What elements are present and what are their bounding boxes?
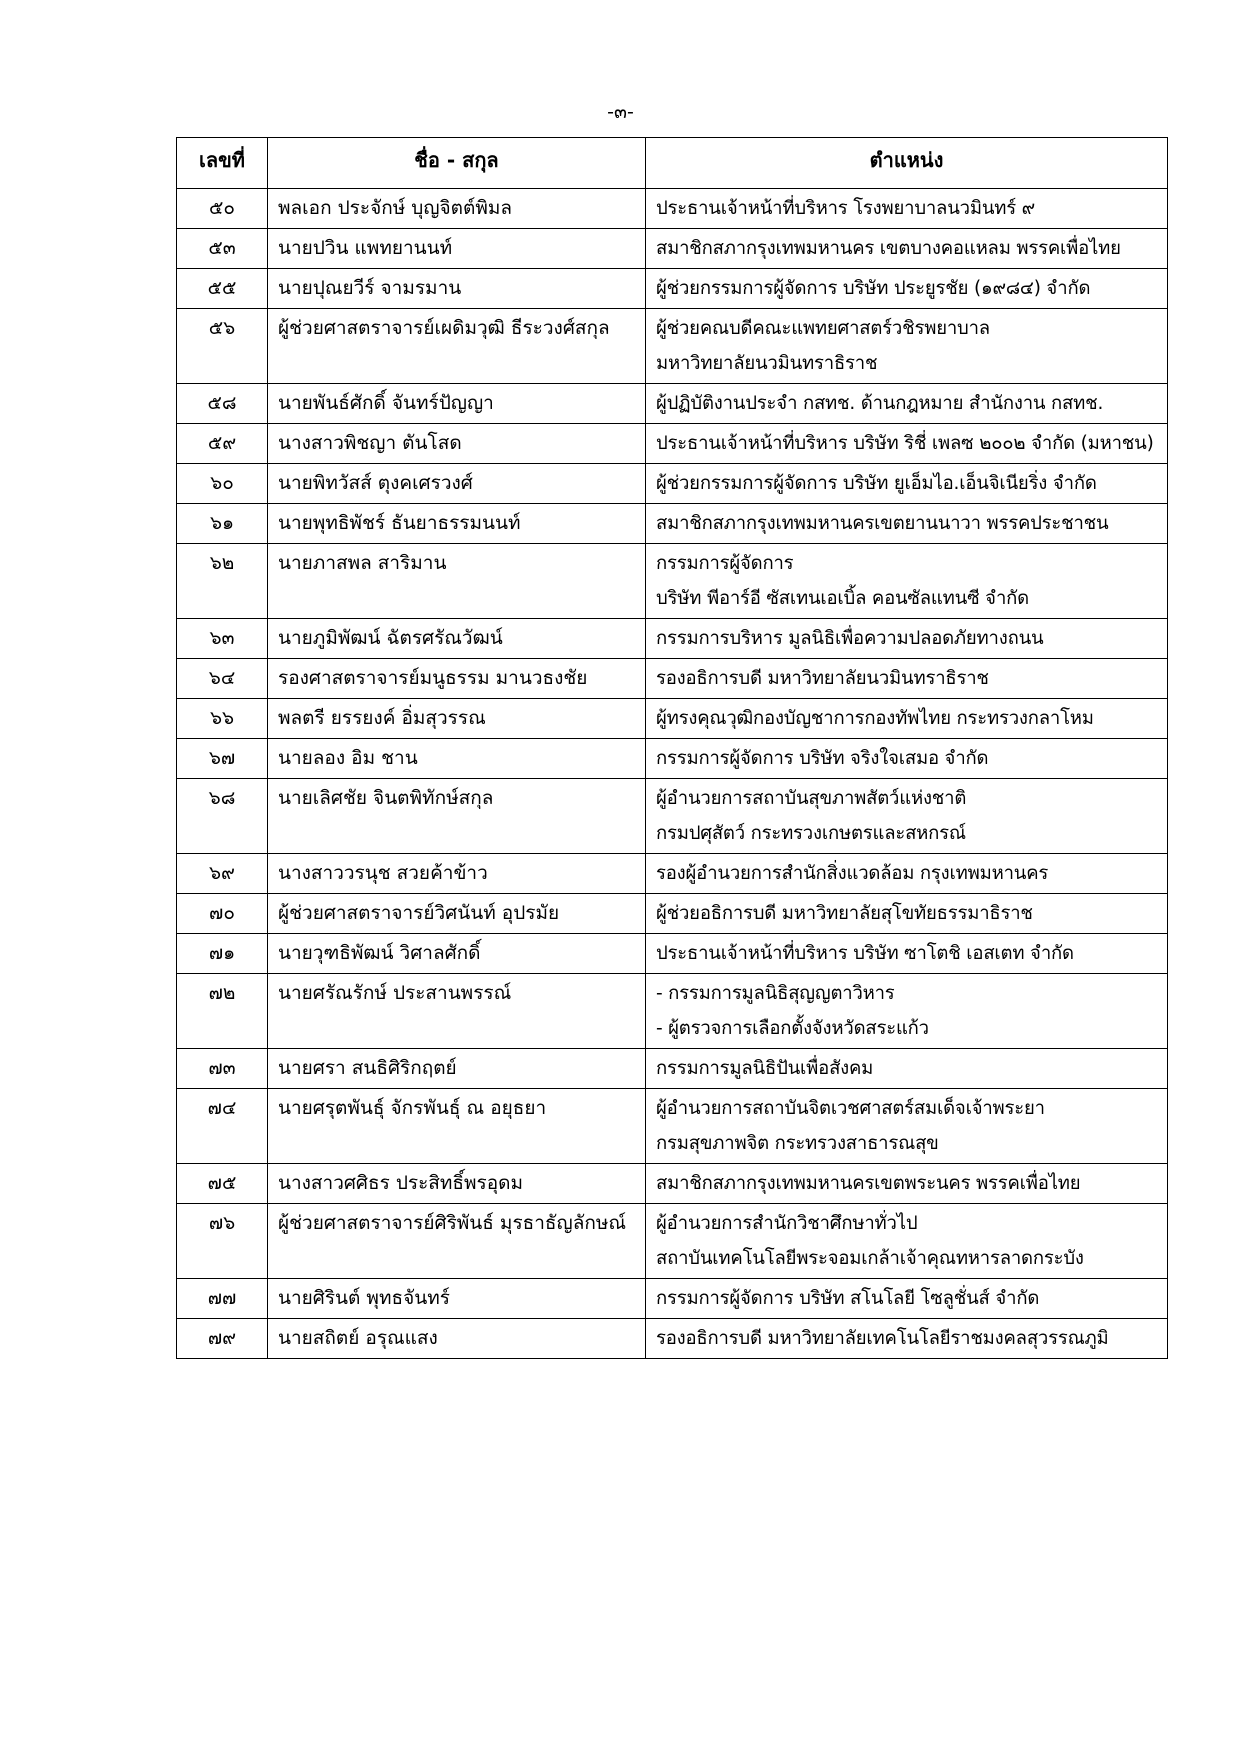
table-row <box>177 1319 1168 1359</box>
position-line: ผู้ช่วยอธิการบดี มหาวิทยาลัยสุโขทัยธรรมาธิราช <box>656 903 1033 924</box>
position-line: สมาชิกสภากรุงเทพมหานครเขตพระนคร พรรคเพื่อไทย <box>656 1173 1081 1194</box>
row-name: ผู้ช่วยศาสตราจารย์ศิริพันธ์ มุรธาธัญลักษณ์ <box>268 1204 646 1279</box>
row-number: ๖๔ <box>177 659 268 699</box>
position-line: ผู้ปฏิบัติงานประจำ กสทช. ด้านกฎหมาย สำนักงาน กสทช. <box>656 393 1104 414</box>
position-line: สมาชิกสภากรุงเทพมหานคร เขตบางคอแหลม พรรคเพื่อไทย <box>656 238 1121 259</box>
row-name: นายภาสพล สาริมาน <box>268 544 646 619</box>
row-position <box>646 1089 1168 1164</box>
row-number: ๕๖ <box>177 309 268 384</box>
row-name: พลเอก ประจักษ์ บุญจิตต์พิมล <box>268 189 646 229</box>
position-line: ผู้อำนวยการสถาบันสุขภาพสัตว์แห่งชาติ <box>656 788 967 809</box>
position-line: กรมสุขภาพจิต กระทรวงสาธารณสุข <box>656 1133 939 1154</box>
table-header-row <box>177 138 1168 189</box>
row-position <box>646 974 1168 1049</box>
row-name: นายปุณยวีร์ จามรมาน <box>268 269 646 309</box>
row-number: ๗๖ <box>177 1204 268 1279</box>
table-row <box>177 739 1168 779</box>
position-line: กรมปศุสัตว์ กระทรวงเกษตรและสหกรณ์ <box>656 823 966 844</box>
position-line: ประธานเจ้าหน้าที่บริหาร บริษัท ซาโตชิ เอสเตท จำกัด <box>656 943 1074 964</box>
table-row <box>177 424 1168 464</box>
table-body <box>177 189 1168 1359</box>
row-name: นายศรัณรักษ์ ประสานพรรณ์ <box>268 974 646 1049</box>
position-line: สมาชิกสภากรุงเทพมหานครเขตยานนาวา พรรคประชาชน <box>656 513 1109 534</box>
row-number: ๕๘ <box>177 384 268 424</box>
position-line: รองอธิการบดี มหาวิทยาลัยนวมินทราธิราช <box>656 668 989 689</box>
row-name: นายเลิศชัย จินตพิทักษ์สกุล <box>268 779 646 854</box>
row-number: ๖๘ <box>177 779 268 854</box>
table-row <box>177 544 1168 619</box>
row-name: นางสาวศศิธร ประสิทธิ์พรอุดม <box>268 1164 646 1204</box>
row-position <box>646 189 1168 229</box>
row-number: ๕๕ <box>177 269 268 309</box>
row-name: พลตรี ยรรยงค์ อิ่มสุวรรณ <box>268 699 646 739</box>
header-position: ตำแหน่ง <box>646 138 1168 189</box>
position-line: - กรรมการมูลนิธิสุญญตาวิหาร <box>656 983 895 1004</box>
row-number: ๕๓ <box>177 229 268 269</box>
table-row <box>177 309 1168 384</box>
row-position <box>646 699 1168 739</box>
row-position <box>646 384 1168 424</box>
row-position <box>646 464 1168 504</box>
header-name: ชื่อ - สกุล <box>268 138 646 189</box>
position-line: ผู้อำนวยการสถาบันจิตเวชศาสตร์สมเด็จเจ้าพระยา <box>656 1098 1045 1119</box>
position-line: รองผู้อำนวยการสำนักสิ่งแวดล้อม กรุงเทพมหานคร <box>656 863 1049 884</box>
row-number: ๗๔ <box>177 1089 268 1164</box>
table-row <box>177 1164 1168 1204</box>
table-row <box>177 1279 1168 1319</box>
row-number: ๖๒ <box>177 544 268 619</box>
row-number: ๗๗ <box>177 1279 268 1319</box>
row-number: ๗๒ <box>177 974 268 1049</box>
position-line: ประธานเจ้าหน้าที่บริหาร บริษัท ริชี่ เพลซ ๒๐๐๒ จำกัด (มหาชน) <box>656 433 1154 454</box>
table-row <box>177 189 1168 229</box>
row-position <box>646 1164 1168 1204</box>
row-name: ผู้ช่วยศาสตราจารย์เผดิมวุฒิ ธีระวงศ์สกุล <box>268 309 646 384</box>
row-name: นายศิรินต์ พุทธจันทร์ <box>268 1279 646 1319</box>
position-line: รองอธิการบดี มหาวิทยาลัยเทคโนโลยีราชมงคลสุวรรณภูมิ <box>656 1328 1109 1349</box>
row-number: ๖๐ <box>177 464 268 504</box>
table-row <box>177 974 1168 1049</box>
table-row <box>177 699 1168 739</box>
table-row <box>177 854 1168 894</box>
row-number: ๖๖ <box>177 699 268 739</box>
position-line: ผู้ช่วยกรรมการผู้จัดการ บริษัท ประยูรชัย (๑๙๘๔) จำกัด <box>656 278 1091 299</box>
position-line: กรรมการผู้จัดการ บริษัท จริงใจเสมอ จำกัด <box>656 748 989 769</box>
row-position <box>646 1204 1168 1279</box>
row-position <box>646 424 1168 464</box>
row-number: ๗๓ <box>177 1049 268 1089</box>
table-row <box>177 779 1168 854</box>
row-name: นายลอง อิม ชาน <box>268 739 646 779</box>
table-row <box>177 269 1168 309</box>
position-line: ประธานเจ้าหน้าที่บริหาร โรงพยาบาลนวมินทร์ ๙ <box>656 198 1036 219</box>
row-name: นายวุฑธิพัฒน์ วิศาลศักดิ์ <box>268 934 646 974</box>
row-position <box>646 619 1168 659</box>
row-position <box>646 544 1168 619</box>
row-number: ๗๕ <box>177 1164 268 1204</box>
position-line: - ผู้ตรวจการเลือกตั้งจังหวัดสระแก้ว <box>656 1018 929 1039</box>
table-row <box>177 619 1168 659</box>
position-line: กรรมการบริหาร มูลนิธิเพื่อความปลอดภัยทางถนน <box>656 628 1044 649</box>
table-row <box>177 1089 1168 1164</box>
row-number: ๗๙ <box>177 1319 268 1359</box>
position-line: ผู้อำนวยการสำนักวิชาศึกษาทั่วไป <box>656 1213 918 1234</box>
row-name: นายภูมิพัฒน์ ฉัตรศรัณวัฒน์ <box>268 619 646 659</box>
position-line: มหาวิทยาลัยนวมินทราธิราช <box>656 353 878 374</box>
row-name: นายพันธ์ศักดิ์ จันทร์ปัญญา <box>268 384 646 424</box>
position-line: กรรมการมูลนิธิปันเพื่อสังคม <box>656 1058 874 1079</box>
row-number: ๖๑ <box>177 504 268 544</box>
row-position <box>646 894 1168 934</box>
row-position <box>646 1279 1168 1319</box>
row-number: ๕๐ <box>177 189 268 229</box>
row-number: ๖๓ <box>177 619 268 659</box>
table-row <box>177 934 1168 974</box>
row-number: ๕๙ <box>177 424 268 464</box>
row-position <box>646 1319 1168 1359</box>
table-row <box>177 894 1168 934</box>
row-position <box>646 309 1168 384</box>
row-position <box>646 934 1168 974</box>
table-row <box>177 659 1168 699</box>
row-number: ๗๑ <box>177 934 268 974</box>
row-name: นางสาวพิชญา ตันโสด <box>268 424 646 464</box>
row-name: นายศรุตพันธุ์ จักรพันธุ์ ณ อยุธยา <box>268 1089 646 1164</box>
row-position <box>646 659 1168 699</box>
row-name: นายสถิตย์ อรุณแสง <box>268 1319 646 1359</box>
row-position <box>646 504 1168 544</box>
row-name: นายปวิน แพทยานนท์ <box>268 229 646 269</box>
table-row <box>177 229 1168 269</box>
position-line: สถาบันเทคโนโลยีพระจอมเกล้าเจ้าคุณทหารลาดกระบัง <box>656 1248 1084 1269</box>
row-position <box>646 854 1168 894</box>
row-name: นายศรา สนธิศิริกฤตย์ <box>268 1049 646 1089</box>
position-line: บริษัท พีอาร์อี ซัสเทนเอเบิ้ล คอนซัลแทนซี จำกัด <box>656 588 1029 609</box>
table-row <box>177 1049 1168 1089</box>
row-position <box>646 269 1168 309</box>
row-name: ผู้ช่วยศาสตราจารย์วิศนันท์ อุปรมัย <box>268 894 646 934</box>
position-line: ผู้ทรงคุณวุฒิกองบัญชาการกองทัพไทย กระทรวงกลาโหม <box>656 708 1094 729</box>
position-line: กรรมการผู้จัดการ บริษัท สโนโลยี โซลูชั่นส์ จำกัด <box>656 1288 1040 1309</box>
member-table <box>176 137 1168 1359</box>
row-number: ๖๙ <box>177 854 268 894</box>
table-row <box>177 1204 1168 1279</box>
page-number: -๓- <box>607 101 634 123</box>
row-name: นางสาววรนุช สวยค้าข้าว <box>268 854 646 894</box>
table-row <box>177 464 1168 504</box>
row-name: นายพุทธิพัชร์ ธันยาธรรมนนท์ <box>268 504 646 544</box>
row-number: ๗๐ <box>177 894 268 934</box>
position-line: ผู้ช่วยกรรมการผู้จัดการ บริษัท ยูเอ็มไอ.เอ็นจิเนียริ่ง จำกัด <box>656 473 1097 494</box>
row-position <box>646 1049 1168 1089</box>
header-number: เลขที่ <box>177 138 268 189</box>
row-name: นายพิทวัสส์ ตุงคเศรวงศ์ <box>268 464 646 504</box>
table-row <box>177 504 1168 544</box>
row-name: รองศาสตราจารย์มนูธรรม มานวธงชัย <box>268 659 646 699</box>
row-position <box>646 779 1168 854</box>
row-position <box>646 229 1168 269</box>
table-row <box>177 384 1168 424</box>
row-position <box>646 739 1168 779</box>
position-line: กรรมการผู้จัดการ <box>656 553 794 574</box>
position-line: ผู้ช่วยคณบดีคณะแพทยศาสตร์วชิรพยาบาล <box>656 318 990 339</box>
row-number: ๖๗ <box>177 739 268 779</box>
